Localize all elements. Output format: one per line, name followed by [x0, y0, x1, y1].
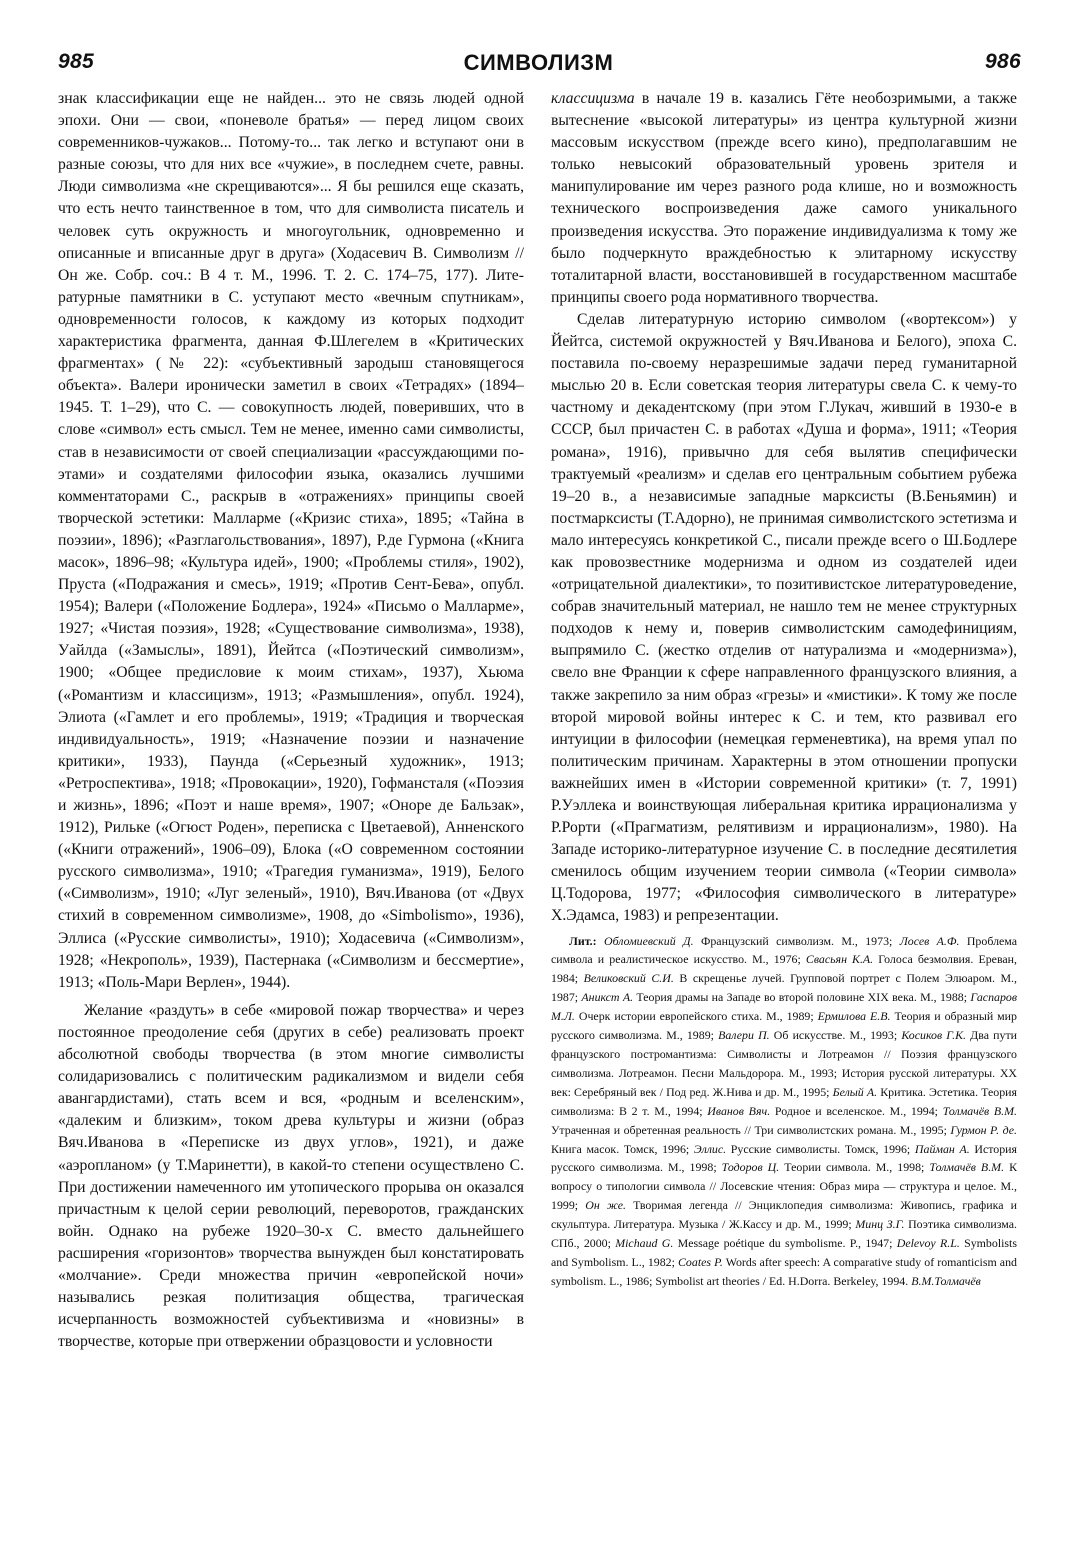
left-column	[58, 88, 524, 1353]
literature-author: Валери П.	[718, 1028, 770, 1043]
literature-reference: Русские символисты. Томск, 1996;	[726, 1141, 915, 1156]
literature-author: Толмачёв В.М.	[929, 1160, 1005, 1175]
literature-author: Пайман А.	[914, 1141, 970, 1156]
literature-author: Косиков Г.К.	[901, 1028, 967, 1043]
literature-author: Свасьян К.А.	[805, 952, 874, 967]
literature-author: Гурмон Р. де.	[950, 1122, 1018, 1137]
literature-reference: Теория и образный мир русского символизма. М., 1989;	[551, 1009, 1017, 1043]
literature-reference: История русского символизма. М., 1998;	[551, 1141, 1018, 1175]
literature-reference: Проблема символа и реалистическое искусство. М., 1976;	[551, 933, 1018, 967]
italic-term: классицизма	[551, 90, 635, 107]
literature-reference: Критика. Эстетика. Теория символизма: В 2 т. М., 1994;	[551, 1084, 1017, 1118]
literature-author: Великовский С.И.	[583, 971, 674, 986]
right-paragraph-1	[551, 88, 1017, 309]
right-paragraph-2: Сделав литературную историю символом («вортексом») у Йейтса, системой окружностей у Вяч.Иванова и Белого), эпоха С. поставила по-своему неразрешимые задачи перед гуманитарной мыслью 20 в. Если советская теория литературы свела С. к чему-то частному и декадентскому (при этом Г.Лукач, живший в 1930-е в СССР, был причастен С. в работах «Душа и форма», 1911; «Теория романа», 1916), привычно для себя вылятив специфически трактуемый «реализм» и сделав его центральным событием рубежа 19–20 в., а независимые западные марксисты (В.Беньямин) и постмарксисты (Т.Адорно), не принимая символистского эстетизма и мало интересуясь конкретикой С., писали прежде всего о Ш.Бодлере как провозвестнике модернизма и одном из создателей идеи «отрицательной диалектики», то позитивистское литературоведение, собрав значительный материал, не нашло тем не менее структурных подходов к нему и, поверив символистским самодефинициям, выпрямило С. (жестко отделив от натурализма и «модернизма»), свело вне Франции к сфере направленного французского влияния, а также закрепило за ним образ «грезы» и «мистики». К тому же после второй мировой войны интерес к С. и тем, кто развивал его интуиции в философии (немецкая герменевтика), на время упал по политическим причинам. Характерны в этом отношении пропуски важнейших имен в «Истории современной критики» (т. 7, 1991) Р.Уэллека и воинствующая либеральная критика иррационализма у Р.Рорти («Прагматизм, релятивизм и иррационализм», 1980). На Западе историко-литературное изучение С. в последние десятилетия сменилось общим изучением теории символа («Теории символа» Ц.Тодорова, 1977; «Философия символического в литературе» Х.Эдамса, 1983) и репрезентации.	[551, 310, 1017, 925]
literature-author: Лосев А.Ф.	[899, 933, 960, 948]
literature-reference: Два пути французского постромантизма: Символисты и Лотреамон // Поэзия французского символизма. Лотреамон. Песни Мальдорора. М., 1993; История русской литературы. XX век: Серебряный век / Под ред. Ж.Нива и др. М., 1995;	[551, 1028, 1018, 1099]
literature-reference: К вопросу о типологии символа // Лосевские чтения: Образ мира — структура и целое. М., 1999;	[551, 1160, 1018, 1213]
literature-author: Тодоров Ц.	[721, 1160, 780, 1175]
literature-reference: Родное и вселенское. М., 1994;	[770, 1103, 943, 1118]
literature-author: Белый А.	[832, 1084, 878, 1099]
literature-reference: Голоса безмолвия. Ереван, 1984;	[551, 952, 1018, 986]
literature-reference: Утраченная и обретенная реальность // Три символистских романа. М., 1995;	[551, 1122, 951, 1137]
page-number-left: 985	[58, 50, 94, 73]
literature-author: Эллис.	[693, 1141, 727, 1156]
page-number-right: 986	[985, 50, 1021, 73]
running-head-title: СИМВОЛИЗМ	[463, 50, 614, 75]
literature-author: Иванов Вяч.	[707, 1103, 771, 1118]
literature-reference: Message poétique du symbolisme. P., 1947;	[673, 1236, 897, 1251]
literature-author: Обломиевский Д.	[604, 933, 694, 948]
literature-reference: В скрещенье лучей. Групповой портрет с Полем Элюаром. М., 1987;	[551, 971, 1017, 1005]
right-column	[551, 88, 1017, 1291]
literature-author: Ермилова Е.В.	[817, 1009, 891, 1024]
literature-author: Минц З.Г.	[855, 1217, 905, 1232]
left-paragraph-2: Желание «раздуть» в себе «мировой пожар творчества» и через постоянное преодоление себя (других в себе) реализовать проект абсолютной свободы творчества (в этом многие символисты солидаризовались с политическим радикализмом и видели себя авангардистами), стать всем и вся, «родным и вселенским», «далеким и близким», током древа культуры и жизни (образ Вяч.Иванова в «Переписке из двух углов», 1921), и даже «аэропланом» (у Т.Маринетти), в какой-то степени осуществлено С. При достижении намеченного им утопического прорыва он оказался причастным к целой серии революций, переворотов, гражданских войн. Однако на рубеже 1920–30-х С. вместо дальнейшего расширения «горизонтов» творчества вынужден был констатировать «молчание». Среди множества причин «европейской ночи» назывались резкая политизация общества, трагическая исчерпанность возможностей субъективизма и «новизны» в творчестве, которые при отвержении образцовости и условности	[58, 1001, 524, 1351]
literature-author: Толмачёв В.М.	[942, 1103, 1018, 1118]
literature-reference: Теория драмы на Западе во второй половине XIX века. М., 1988;	[633, 990, 971, 1005]
literature-reference: Об искусстве. М., 1993;	[769, 1028, 902, 1043]
left-paragraph-1: знак классификации еще не найден... это не связь людей одной эпохи. Они — свои, «поневоле братья» — перед лицом своих современников-чужаков... Потому-то... так легко и вступают они в разные союзы, что для них все «чужие», в последнем счете, равны. Люди символизма «не скрещиваются»... Я бы решился еще сказать, что есть нечто таинственное в том, что для символиста писатель и человек суть окружность и многоугольник, одновременно и описанные и вписанные друг в друга» (Ходасевич В. Символизм // Он же. Собр. соч.: В 4 т. М., 1996. Т. 2. С. 174–75, 177). Литературные памятники в С. уступают место «вечным спутникам», одновременности голосов, к каждому из которых подходит характеристика фрагмента, данная Ф.Шлегелем в «Критических фрагментах» (№ 22): «субъективный зародыш становящегося объекта». Валери иронически заметил в своих «Тетрадях» (1894–1945. Т. 1–29), что С. — совокупность людей, поверивших, что в слове «символ» есть смысл. Тем не менее, именно сами символисты, став в независимости от своей специализации «рассуждающими поэтами» и создателями философии языка, оказались лучшими комментаторами С., раскрыв в «отражениях» принципы своей творческой эстетики: Малларме («Кризис стиха», 1895; «Тайна в поэзии», 1896); «Разглагольствования», 1897), Р.де Гурмона («Книга масок», 1896–98; «Культура идей», 1900; «Проблемы стиля», 1902), Пруста («Подражания и смесь», 1919; «Против Сент-Бева», опубл. 1954); Валери («Положение Бодлера», 1924» «Письмо о Малларме», 1927; «Чистая поэзия», 1928; «Существование символизма», 1938), Уайлда («Замыслы», 1891), Йейтса («Поэтический символизм», 1900; «Общее предисловие к моим стихам», 1937), Хьюма («Романтизм и классицизм», 1913; «Размышления», опубл. 1924), Элиота («Гамлет и его проблемы», 1919; «Традиция и творческая индивидуальность», 1919; «Назначение поэзии и назначение критики», 1933), Паунда («Серьезный художник», 1913; «Ретроспектива», 1918; «Провокации», 1920), Гофмансталя («Поэзия и жизнь», 1896; «Поэт и наше время», 1907; «Оноре де Бальзак», 1912), Рильке («Огюст Роден», переписка с Цветаевой), Анненского («Книги отражений», 1906–09), Блока («О современном состоянии русского символизма», 1910; «Трагедия гуманизма», 1919), Белого («Символизм», 1910; «Луг зеленый», 1910), Вяч.Иванова (от «Двух стихий в современном символизме», 1908, до «Simbolismo», 1936), Эллиса («Русские символисты», 1910); Ходасевича («Символизм», 1928; «Некрополь», 1939), Пастернака («Символизм и бессмертие», 1913; «Поль-Мари Верлен», 1944).	[58, 90, 524, 991]
literature-label: Лит.:	[569, 933, 597, 948]
literature-reference: Очерк истории европейского стиха. М., 1989;	[574, 1009, 818, 1024]
literature-author: Michaud G.	[615, 1236, 674, 1251]
literature-author: Coates P.	[678, 1254, 723, 1269]
literature-author: Гаспаров М.Л.	[551, 990, 1018, 1024]
right-paragraph-1-text: в начале 19 в. казались Гёте необозримыми, а также вытеснение «высокой литературы» из центра культурной жизни массовым искусством (прежде всего кино), предполагавшим не только невысокий образовательный уровень зрителя и манипулирование им через разного рода клише, но и возможность технического воспроизведения даже самого уникального произведения искусства. Это поражение индивидуализма к тому же было подчеркнуто враждебностью к элитарному искусству тоталитарной власти, восстановившей в государственном масштабе принципы своего рода нормативного творчества.	[551, 90, 1017, 306]
literature-author: Он же.	[585, 1198, 627, 1213]
literature-list	[551, 932, 1017, 1291]
literature-reference: Книга масок. Томск, 1996;	[551, 1141, 694, 1156]
literature-author: Аникст А.	[581, 990, 634, 1005]
literature-reference: Поэтика символизма. СПб., 2000;	[551, 1217, 1017, 1251]
literature-author: Delevoy R.L.	[896, 1236, 960, 1251]
literature-reference: Words after speech: A comparative study of romanticism and symbolism. L., 1986; Symbolist art theories / Ed. H.Dorra. Berkeley, 1994.	[551, 1254, 1017, 1288]
literature-reference: Теории символа. М., 1998;	[779, 1160, 930, 1175]
literature-reference: Symbolists and Symbolism. L., 1982;	[551, 1236, 1017, 1269]
author-signature: В.М.Толмачёв	[911, 1273, 981, 1288]
literature-reference: Творимая легенда // Энциклопедия символизма: Живопись, графика и скульптура. Литература. Музыка / Ж.Кассу и др. М., 1999;	[551, 1198, 1017, 1232]
literature-items	[551, 934, 1017, 1288]
literature-reference: Французский символизм. М., 1973;	[693, 933, 900, 948]
